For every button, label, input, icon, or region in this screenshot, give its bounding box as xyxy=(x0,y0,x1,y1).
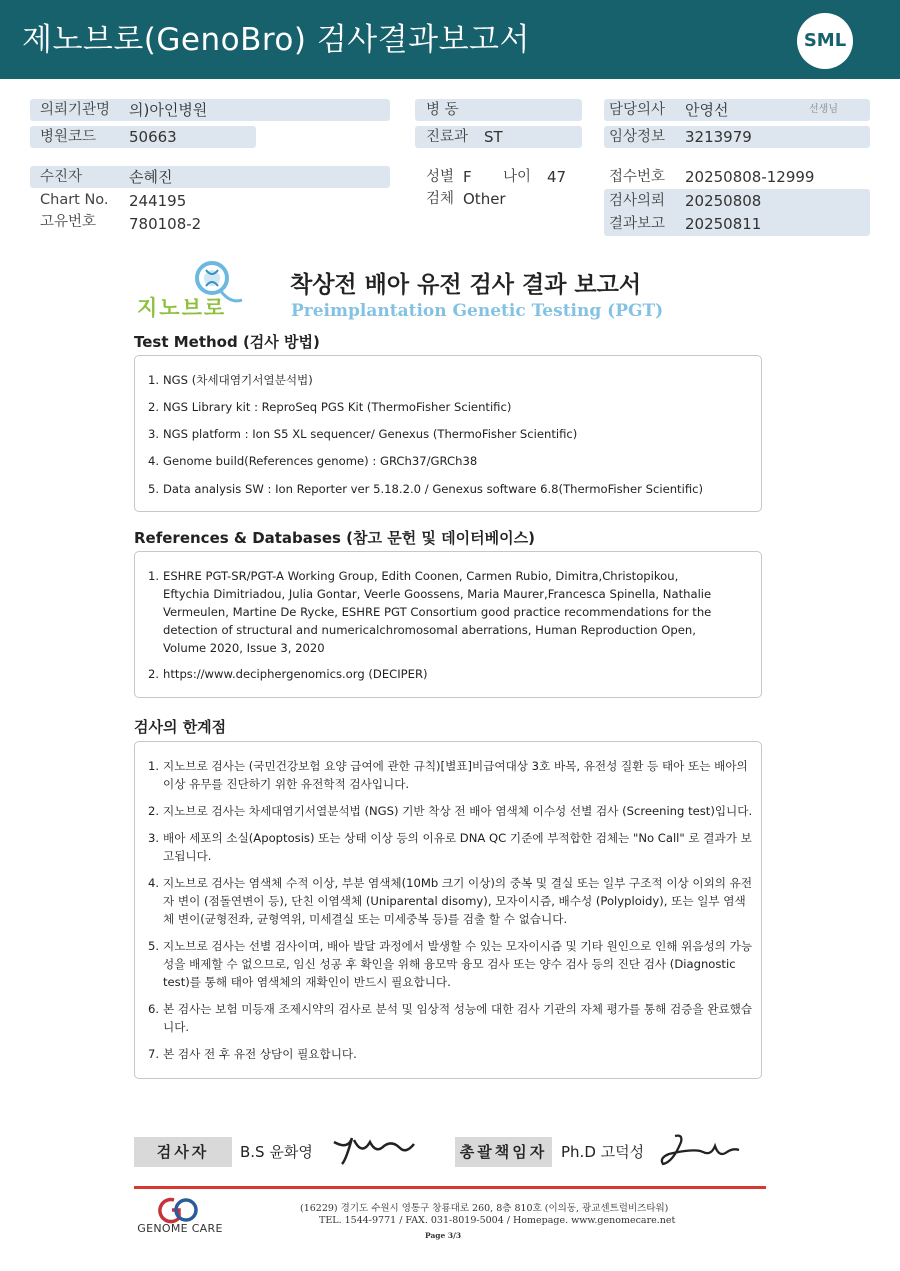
institution-label: 의뢰기관명 xyxy=(40,102,111,118)
item-number: 4. xyxy=(148,876,160,890)
specimen-label: 검체 xyxy=(426,191,455,207)
ward-label: 병 동 xyxy=(426,102,459,118)
item-number: 3. xyxy=(148,427,160,441)
footer-divider xyxy=(134,1186,766,1189)
item-text: Data analysis SW : Ion Reporter ver 5.18.2.0 / Genexus software 6.8(ThermoFisher Scientific) xyxy=(163,482,704,496)
request-date-label: 검사의뢰 xyxy=(609,193,666,209)
clinical-info-label: 임상정보 xyxy=(609,129,666,145)
item-number: 2. xyxy=(148,804,160,818)
examiner-signature xyxy=(330,1130,420,1170)
list-item xyxy=(148,757,756,793)
item-text: 본 검사 전 후 유전 상담이 필요합니다. xyxy=(163,1047,357,1061)
footer-contact: TEL. 1544-9771 / FAX. 031-8019-5004 / Homepage. www.genomecare.net xyxy=(319,1215,676,1226)
list-item xyxy=(148,480,756,498)
director-label: 총괄책임자 xyxy=(455,1137,552,1167)
examiner-name: B.S 윤화영 xyxy=(240,1143,313,1161)
test-method-heading: Test Method (검사 방법) xyxy=(134,333,320,351)
name-value: 손혜진 xyxy=(129,168,173,186)
item-number: 1. xyxy=(148,759,160,773)
item-text: 본 검사는 보험 미등재 조제시약의 검사로 분석 및 임상적 성능에 대한 검사 기관의 자체 평가를 통해 검증을 완료했습니다. xyxy=(163,1002,753,1034)
clinical-info-value: 3213979 xyxy=(685,128,752,146)
doctor-value: 안영선 xyxy=(685,101,729,119)
report-date-label: 결과보고 xyxy=(609,216,666,232)
genobro-logo xyxy=(134,256,252,320)
list-item xyxy=(148,567,723,657)
institution-value: 의)아인병원 xyxy=(129,101,208,119)
list-item xyxy=(148,398,756,416)
item-text: 지노브로 검사는 (국민건강보험 요양 급여에 관한 규칙)[별표]비급여대상 3호 바목, 유전성 질환 등 태아 또는 배아의 이상 유무를 진단하기 위한 유전학적 검사입니다. xyxy=(163,759,748,791)
chart-no-label: Chart No. xyxy=(40,192,109,208)
specimen-value: Other xyxy=(463,190,506,208)
references-heading: References & Databases (참고 문헌 및 데이터베이스) xyxy=(134,529,535,547)
unique-no-label: 고유번호 xyxy=(40,214,97,230)
list-item xyxy=(148,665,756,683)
item-number: 3. xyxy=(148,831,160,845)
receipt-no-value: 20250808-12999 xyxy=(685,168,815,186)
item-number: 4. xyxy=(148,454,160,468)
item-number: 6. xyxy=(148,1002,160,1016)
list-item xyxy=(148,371,756,389)
department-value: ST xyxy=(484,128,503,146)
chart-no-value: 244195 xyxy=(129,192,187,210)
sex-label: 성별 xyxy=(426,169,455,185)
list-item xyxy=(148,1045,756,1063)
list-item xyxy=(148,829,756,865)
item-text: NGS (차세대염기서열분석법) xyxy=(163,373,313,387)
footer-address: (16229) 경기도 수원시 영통구 창룡대로 260, 8층 810호 (이의동, 광교센트럴비즈타워) xyxy=(300,1203,669,1214)
name-label: 수진자 xyxy=(40,169,83,185)
item-text: ESHRE PGT-SR/PGT-A Working Group, Edith Coonen, Carmen Rubio, Dimitra,Christopikou, Eftychia Dimitriadou, Julia Gontar, Veerle Goossens, Maria Maurer,Francesca Spinella, Nathalie Vermeulen, Martine De Rycke, ESHRE PGT Consortium good practice recommendations for the detection of structural and numericalchromosomal aberrations, Human Reproduction Open, Volume 2020, Issue 3, 2020 xyxy=(163,569,712,655)
item-number: 7. xyxy=(148,1047,160,1061)
hospital-code-label: 병원코드 xyxy=(40,129,97,145)
page-number: Page 3/3 xyxy=(425,1231,462,1240)
page-title: 제노브로(GenoBro) 검사결과보고서 xyxy=(22,22,530,58)
item-number: 5. xyxy=(148,482,160,496)
list-item xyxy=(148,874,756,928)
doctor-suffix: 선생님 xyxy=(809,104,838,115)
sex-value: F xyxy=(463,168,472,186)
list-item xyxy=(148,937,756,991)
unique-no-value: 780108-2 xyxy=(129,215,202,233)
request-date-value: 20250808 xyxy=(685,192,762,210)
limitations-heading: 검사의 한계점 xyxy=(134,718,227,736)
report-date-value: 20250811 xyxy=(685,215,762,233)
list-item xyxy=(148,1000,756,1036)
item-number: 2. xyxy=(148,667,160,681)
item-number: 1. xyxy=(148,569,160,583)
list-item xyxy=(148,802,756,820)
item-number: 1. xyxy=(148,373,160,387)
receipt-no-label: 접수번호 xyxy=(609,169,666,185)
age-label: 나이 xyxy=(503,169,532,185)
genobro-logo-text: 지노브로 xyxy=(137,296,227,320)
examiner-label: 검사자 xyxy=(134,1137,232,1167)
item-text: 배아 세포의 소실(Apoptosis) 또는 상태 이상 등의 이유로 DNA QC 기준에 부적합한 검체는 "No Call" 로 결과가 보고됩니다. xyxy=(163,831,752,863)
item-text: NGS platform : Ion S5 XL sequencer/ Genexus (ThermoFisher Scientific) xyxy=(163,427,578,441)
item-number: 5. xyxy=(148,939,160,953)
director-name: Ph.D 고덕성 xyxy=(561,1143,645,1161)
item-text: Genome build(References genome) : GRCh37/GRCh38 xyxy=(163,454,478,468)
department-label: 진료과 xyxy=(426,129,469,145)
list-item xyxy=(148,425,756,443)
report-title: 착상전 배아 유전 검사 결과 보고서 xyxy=(290,272,642,298)
doctor-label: 담당의사 xyxy=(609,102,666,118)
item-text: 지노브로 검사는 선별 검사이며, 배아 발달 과정에서 발생할 수 있는 모자이시즘 및 기타 원인으로 인해 위음성의 가능성을 배제할 수 없으므로, 임신 성공 후 확인을 위해 융모막 융모 검사 또는 양수 검사 등의 진단 검사 (Diagnostic test)를 통해 태아 염색체의 재확인이 반드시 필요합니다. xyxy=(163,939,753,989)
item-text: NGS Library kit : ReproSeq PGS Kit (ThermoFisher Scientific) xyxy=(163,400,512,414)
sml-logo xyxy=(797,13,853,69)
report-subtitle: Preimplantation Genetic Testing (PGT) xyxy=(291,301,664,321)
genome-care-text: GENOME CARE xyxy=(137,1222,223,1235)
band-name xyxy=(30,166,390,188)
sml-logo-text: SML xyxy=(803,30,847,51)
header-bar xyxy=(0,0,900,79)
hospital-code-value: 50663 xyxy=(129,128,177,146)
director-signature xyxy=(655,1128,745,1170)
age-value: 47 xyxy=(547,168,567,186)
item-text: https://www.deciphergenomics.org (DECIPER) xyxy=(163,667,428,681)
item-number: 2. xyxy=(148,400,160,414)
list-item xyxy=(148,452,756,470)
item-text: 지노브로 검사는 염색체 수적 이상, 부분 염색체(10Mb 크기 이상)의 중복 및 결실 또는 일부 구조적 이상 이외의 유전자 변이 (점돌연변이 등), 단친 이염색체 (Uniparental disomy), 모자이시즘, 배수성 (Polyploidy), 또는 일부 염색체 변이(균형전좌, 균형역위, 미세결실 또는 미세중복 등)를 검출 할 수 없습니다. xyxy=(163,876,753,926)
item-text: 지노브로 검사는 차세대염기서열분석법 (NGS) 기반 착상 전 배아 염색체 이수성 선별 검사 (Screening test)입니다. xyxy=(163,804,753,818)
